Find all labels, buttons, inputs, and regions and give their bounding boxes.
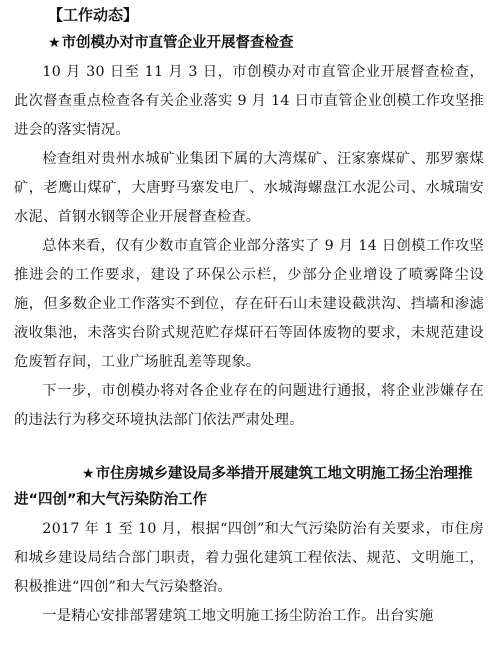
news-item-1	[14, 30, 484, 435]
news-item-title	[14, 461, 484, 513]
paragraph: 10 月 30 日至 11 月 3 日，市创模办对市直管企业开展督查检查，此次督查重点检查各有关企业落实 9 月 14 日市直管企业创模工作攻坚推进会的落实情况。	[14, 64, 484, 138]
news-item-title	[48, 30, 484, 56]
paragraph: 一是精心安排部署建筑工地文明施工扬尘防治工作。出台实施	[42, 608, 434, 624]
news-item-2	[14, 461, 484, 631]
paragraph: 2017 年 1 至 10 月，根据“四创”和大气污染防治有关要求，市住房和城乡建设局结合部门职责，着力强化建筑工程依法、规范、文明施工，积极推进“四创”和大气污染整治。	[14, 521, 484, 595]
paragraph: 总体来看，仅有少数市直管企业部分落实了 9 月 14 日创模工作攻坚推进会的工作要求，建设了环保公示栏，少部分企业增设了喷雾降尘设施，但多数企业工作落实不到位，存在矸石山未建设截洪沟、挡墙和渗滤液收集池，未落实台阶式规范贮存煤矸石等固体废物的要求，未规范建设危废暂存间，工业广场脏乱差等现象。	[14, 238, 484, 370]
star-icon: ★	[48, 35, 61, 51]
spacer	[14, 435, 484, 461]
star-icon: ★	[82, 466, 95, 482]
news-item-title-text: 市住房城乡建设局多举措开展建筑工地文明施工扬尘治理推进“四创”和大气污染防治工作	[14, 466, 473, 508]
news-item-title-text: 市创模办对市直管企业开展督查检查	[61, 35, 294, 51]
paragraph: 检查组对贵州水城矿业集团下属的大湾煤矿、汪家寨煤矿、那罗寨煤矿，老鹰山煤矿，大唐野马寨发电厂、水城海螺盘江水泥公司、水城瑞安水泥、首钢水钢等企业开展督查检查。	[14, 151, 484, 225]
paragraph: 下一步，市创模办将对各企业存在的问题进行通报，将企业涉嫌存在的违法行为移交环境执法部门依法严肃处理。	[14, 383, 484, 428]
section-header: 【工作动态】	[48, 6, 139, 24]
